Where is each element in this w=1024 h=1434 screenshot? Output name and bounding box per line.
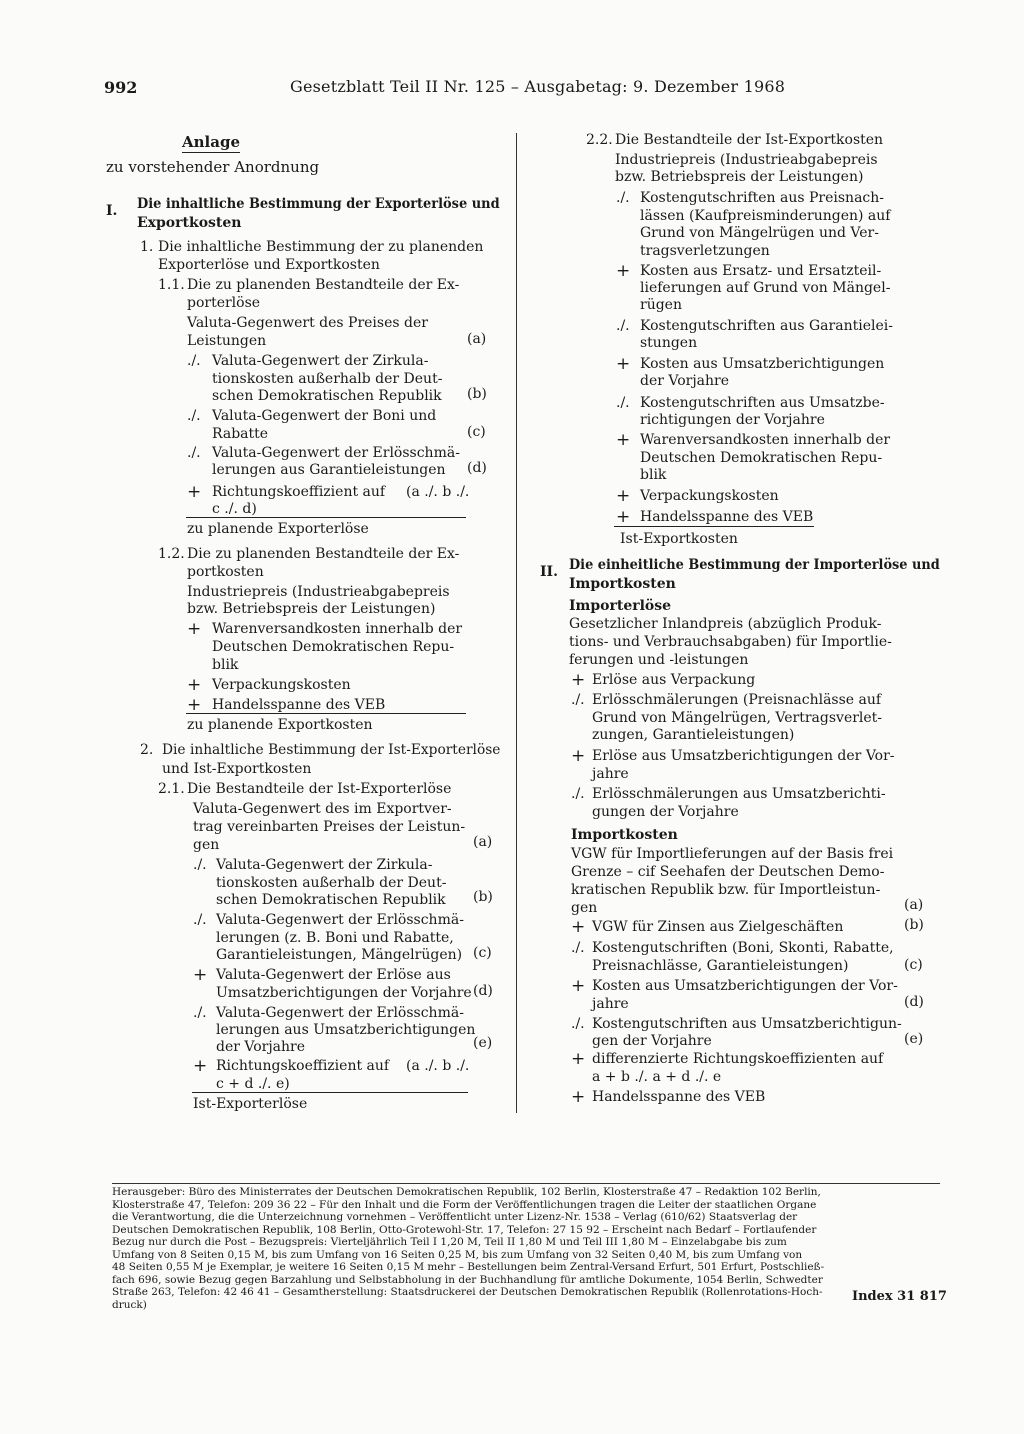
- s12-sum-rule: [186, 713, 466, 714]
- ie-b-line2: Grund von Mängelrügen, Vertragsverlet-: [592, 710, 883, 726]
- anlage-subtitle: zu vorstehender Anordnung: [106, 158, 320, 176]
- page-header-title: Gesetzblatt Teil II Nr. 125 – Ausgabetag: 9. Dezember 1968: [290, 77, 786, 96]
- ik-e-line1: Kostengutschriften aus Umsatzberichtigun-: [592, 1016, 902, 1032]
- footer-rule: [112, 1183, 940, 1184]
- ie-a-line1: Erlöse aus Verpackung: [592, 672, 756, 688]
- s12-c-operator: +: [187, 695, 202, 715]
- s12-c-line1: Handelsspanne des VEB: [212, 697, 386, 713]
- s12-title-cont: portkosten: [187, 564, 264, 580]
- importerloese-heading: Importerlöse: [569, 598, 672, 614]
- s11-d-line1: Valuta-Gegenwert der Erlösschmä-: [212, 445, 460, 461]
- s22-e-operator: ./.: [616, 395, 630, 411]
- s22-d-line1: Kosten aus Umsatzberichtigungen: [640, 356, 885, 372]
- s12-base-cont: bzw. Betriebspreis der Leistungen): [187, 601, 436, 617]
- s21-c-line1: Valuta-Gegenwert der Erlösschmä-: [216, 912, 464, 928]
- s11-total: zu planende Exporterlöse: [187, 521, 369, 537]
- s21-sum-rule: [192, 1092, 468, 1093]
- s11-e-line1: Richtungskoeffizient auf: [212, 484, 386, 500]
- footer-line: Deutschen Demokratischen Republik, 108 Berlin, Otto-Grotewohl-Str. 17, Telefon: 27 15 92 – Erscheint nach Bedarf – Fortlaufender: [112, 1223, 817, 1236]
- index-number: Index 31 817: [852, 1289, 947, 1304]
- ik-f-line1: differenzierte Richtungskoeffizienten auf: [592, 1051, 884, 1067]
- s22-d-line2: der Vorjahre: [640, 373, 730, 389]
- s22-total: Ist-Exportkosten: [620, 531, 738, 547]
- s11-d-operator: ./.: [187, 445, 201, 461]
- s2-title-cont: und Ist-Exportkosten: [162, 761, 312, 777]
- ik-b-operator: +: [571, 917, 586, 937]
- s12-title: Die zu planenden Bestandteile der Ex-: [187, 546, 460, 562]
- ie-a-operator: +: [571, 670, 586, 690]
- s21-f-line1: Richtungskoeffizient auf: [216, 1058, 390, 1074]
- footer-line: Klosterstraße 47, Telefon: 209 36 22 – Für den Inhalt und die Form der Veröffentlichungen tragen die Leiter der staatlichen Organe: [112, 1198, 817, 1211]
- s11-number: 1.1.: [158, 277, 185, 293]
- footer-line: Umfang von 8 Seiten 0,15 M, bis zum Umfang von 16 Seiten 0,25 M, bis zum Umfang von 32 Seiten 0,40 M, bis zum Umfang von: [112, 1248, 803, 1261]
- s22-d-operator: +: [616, 354, 631, 374]
- s12-total: zu planende Exportkosten: [187, 717, 373, 733]
- s11-tag-c: (c): [467, 424, 486, 440]
- ie-base-line2: tions- und Verbrauchsabgaben) für Importlie-: [569, 634, 892, 650]
- s21-title: Die Bestandteile der Ist-Exporterlöse: [187, 781, 452, 797]
- s21-f-operator: +: [193, 1056, 208, 1076]
- s12-number: 1.2.: [158, 546, 185, 562]
- ie-c-line2: jahre: [592, 766, 629, 782]
- s22-sum-rule: [614, 526, 814, 527]
- ik-c-line2: Preisnachlässe, Garantieleistungen): [592, 958, 849, 974]
- s21-tag-c: (c): [473, 945, 492, 961]
- s12-b-line1: Verpackungskosten: [212, 677, 351, 693]
- s22-base-cont: bzw. Betriebspreis der Leistungen): [615, 169, 864, 185]
- ie-b-line3: zungen, Garantieleistungen): [592, 727, 795, 743]
- s22-h-line1: Handelsspanne des VEB: [640, 509, 814, 525]
- ie-d-operator: ./.: [571, 786, 585, 802]
- s12-a-line2: Deutschen Demokratischen Repu-: [212, 639, 455, 655]
- s11-title-cont: porterlöse: [187, 295, 261, 311]
- s21-e-line3: der Vorjahre: [216, 1039, 306, 1055]
- ik-g-line1: Handelsspanne des VEB: [592, 1089, 766, 1105]
- s11-e-line2: c ./. d): [212, 501, 257, 517]
- s11-c-line2: Rabatte: [212, 426, 269, 442]
- ik-tag-b: (b): [904, 917, 924, 933]
- s21-base: Valuta-Gegenwert des im Exportver-: [193, 801, 452, 817]
- s22-b-line1: Kosten aus Ersatz- und Ersatzteil-: [640, 263, 882, 279]
- column-divider: [516, 133, 517, 1113]
- s22-number: 2.2.: [586, 132, 613, 148]
- footer-line: die Verantwortung, die die Unterzeichnung vornehmen – Veröffentlicht unter Lizenz-Nr. 1538 – Verlag (610/62) Staatsverlag der: [112, 1211, 798, 1223]
- s21-b-line2: tionskosten außerhalb der Deut-: [216, 875, 447, 891]
- ie-b-operator: ./.: [571, 692, 585, 708]
- anlage-heading: Anlage: [182, 133, 240, 151]
- s22-a-line1: Kostengutschriften aus Preisnach-: [640, 190, 885, 206]
- s1-number: 1.: [140, 239, 154, 255]
- s11-b-line1: Valuta-Gegenwert der Zirkula-: [212, 353, 429, 369]
- footer-line: Straße 263, Telefon: 42 46 41 – Gesamtherstellung: Staatsdruckerei der Deutschen Demokratischen Republik (Rollenrotations-Hoch-: [112, 1286, 823, 1298]
- s12-a-line1: Warenversandkosten innerhalb der: [212, 621, 463, 637]
- s22-c-line2: stungen: [640, 335, 698, 351]
- ie-b-line1: Erlösschmälerungen (Preisnachlässe auf: [592, 692, 882, 708]
- s21-b-operator: ./.: [193, 857, 207, 873]
- importkosten-heading: Importkosten: [571, 827, 678, 843]
- s21-base-cont: trag vereinbarten Preises der Leistun-: [193, 819, 466, 835]
- s22-g-operator: +: [616, 486, 631, 506]
- section-II-number: II.: [540, 564, 558, 580]
- s22-f-line3: blik: [640, 467, 667, 483]
- s21-e-line1: Valuta-Gegenwert der Erlösschmä-: [216, 1005, 464, 1021]
- s22-e-line2: richtigungen der Vorjahre: [640, 412, 825, 428]
- section-I-number: I.: [106, 203, 118, 219]
- ie-c-operator: +: [571, 746, 586, 766]
- s11-base: Valuta-Gegenwert des Preises der: [187, 315, 428, 331]
- s22-title: Die Bestandteile der Ist-Exportkosten: [615, 132, 884, 148]
- s21-c-line2: lerungen (z. B. Boni und Rabatte,: [216, 930, 454, 946]
- s22-a-line3: Grund von Mängelrügen und Ver-: [640, 225, 879, 241]
- s2-number: 2.: [140, 742, 154, 758]
- footer-line: Bezug nur durch die Post – Bezugspreis: Vierteljährlich Teil I 1,20 M, Teil II 1,80 M und Teil III 1,80 M – Einzelabgabe bis zum: [112, 1236, 787, 1248]
- s2-title: Die inhaltliche Bestimmung der Ist-Exporterlöse: [162, 742, 501, 758]
- ik-c-line1: Kostengutschriften (Boni, Skonti, Rabatte,: [592, 940, 894, 956]
- s11-c-operator: ./.: [187, 408, 201, 424]
- s11-c-line1: Valuta-Gegenwert der Boni und: [212, 408, 437, 424]
- ik-base-line2: Grenze – cif Seehafen der Deutschen Demo-: [571, 864, 885, 880]
- s21-d-operator: +: [193, 965, 208, 985]
- s1-title-cont: Exporterlöse und Exportkosten: [158, 257, 380, 273]
- ik-e-operator: ./.: [571, 1016, 585, 1032]
- s21-base-cont2: gen: [193, 837, 220, 853]
- s22-f-line2: Deutschen Demokratischen Repu-: [640, 450, 883, 466]
- ik-tag-e: (e): [904, 1031, 924, 1047]
- s11-sum-rule: [186, 517, 466, 518]
- s11-e-formula: (a ./. b ./.: [406, 484, 470, 500]
- s11-d-line2: lerungen aus Garantieleistungen: [212, 462, 446, 478]
- s21-b-line3: schen Demokratischen Republik: [216, 892, 446, 908]
- s21-tag-d: (d): [473, 983, 493, 999]
- footer-line: 48 Seiten 0,55 M je Exemplar, je weitere 16 Seiten 0,15 M mehr – Bestellungen beim Zentral-Versand Erfurt, 501 Erfurt, Postschließ-: [112, 1261, 825, 1273]
- s21-total: Ist-Exporterlöse: [193, 1096, 308, 1112]
- s21-tag-b: (b): [473, 889, 493, 905]
- s11-tag-d: (d): [467, 460, 487, 476]
- footer-line: Herausgeber: Büro des Ministerrates der Deutschen Demokratischen Republik, 102 Berlin, Klosterstraße 47 – Redaktion 102 Berlin,: [112, 1186, 821, 1198]
- footer-line: fach 696, sowie Bezug gegen Barzahlung und Selbstabholung in der Buchhandlung für amtliche Dokumente, 1054 Berlin, Schwedter: [112, 1273, 823, 1286]
- ik-base-line3: kratischen Republik bzw. für Importleistun-: [571, 882, 881, 898]
- section-II-title: Die einheitliche Bestimmung der Importerlöse und: [569, 557, 940, 573]
- s22-f-line1: Warenversandkosten innerhalb der: [640, 432, 891, 448]
- ik-base-line4: gen: [571, 900, 598, 916]
- s22-base: Industriepreis (Industrieabgabepreis: [615, 152, 878, 168]
- s22-e-line1: Kostengutschriften aus Umsatzbe-: [640, 395, 885, 411]
- s11-title: Die zu planenden Bestandteile der Ex-: [187, 277, 460, 293]
- page-number: 992: [104, 78, 138, 97]
- s22-c-operator: ./.: [616, 318, 630, 334]
- s22-b-line2: lieferungen auf Grund von Mängel-: [640, 280, 891, 296]
- s11-e-operator: +: [187, 482, 202, 502]
- s21-d-line2: Umsatzberichtigungen der Vorjahre: [216, 985, 472, 1001]
- s22-a-line4: tragsverletzungen: [640, 243, 770, 259]
- s22-b-operator: +: [616, 261, 631, 281]
- ie-d-line1: Erlösschmälerungen aus Umsatzberichti-: [592, 786, 886, 802]
- ie-base-line1: Gesetzlicher Inlandpreis (abzüglich Produk-: [569, 616, 882, 632]
- s12-b-operator: +: [187, 675, 202, 695]
- s21-f-formula: (a ./. b ./.: [406, 1058, 470, 1074]
- ie-d-line2: gungen der Vorjahre: [592, 804, 739, 820]
- s21-c-line3: Garantieleistungen, Mängelrügen): [216, 947, 463, 963]
- s22-f-operator: +: [616, 430, 631, 450]
- ik-base-line1: VGW für Importlieferungen auf der Basis frei: [571, 846, 894, 862]
- s12-base: Industriepreis (Industrieabgabepreis: [187, 584, 450, 600]
- s21-c-operator: ./.: [193, 912, 207, 928]
- ik-d-operator: +: [571, 976, 586, 996]
- ik-c-operator: ./.: [571, 940, 585, 956]
- ik-f-operator: +: [571, 1049, 586, 1069]
- ie-base-line3: ferungen und -leistungen: [569, 652, 749, 668]
- s1-title: Die inhaltliche Bestimmung der zu planenden: [158, 239, 484, 255]
- s22-h-operator: +: [616, 507, 631, 527]
- ik-b-line1: VGW für Zinsen aus Zielgeschäften: [592, 919, 844, 935]
- footer-imprint: [112, 1186, 940, 1311]
- s21-d-line1: Valuta-Gegenwert der Erlöse aus: [216, 967, 451, 983]
- s11-tag-b: (b): [467, 386, 487, 402]
- ik-e-line2: gen der Vorjahre: [592, 1033, 712, 1049]
- s11-tag-a: (a): [467, 331, 487, 347]
- s22-c-line1: Kostengutschriften aus Garantielei-: [640, 318, 893, 334]
- s21-tag-a: (a): [473, 834, 493, 850]
- footer-line: druck): [112, 1298, 147, 1311]
- ik-tag-c: (c): [904, 957, 923, 973]
- ik-d-line2: jahre: [592, 996, 629, 1012]
- s22-g-line1: Verpackungskosten: [640, 488, 779, 504]
- ik-f-line2: a + b ./. a + d ./. e: [592, 1069, 722, 1085]
- ik-tag-d: (d): [904, 994, 924, 1010]
- ik-g-operator: +: [571, 1087, 586, 1107]
- s22-a-line2: lässen (Kaufpreisminderungen) auf: [640, 208, 891, 224]
- s21-tag-e: (e): [473, 1035, 493, 1051]
- s11-b-operator: ./.: [187, 353, 201, 369]
- s12-a-line3: blik: [212, 657, 239, 673]
- section-I-title-cont: Exportkosten: [137, 215, 242, 231]
- s21-b-line1: Valuta-Gegenwert der Zirkula-: [216, 857, 433, 873]
- s21-f-line2: c + d ./. e): [216, 1076, 290, 1092]
- section-II-title-cont: Importkosten: [569, 576, 676, 592]
- s12-a-operator: +: [187, 619, 202, 639]
- s11-b-line3: schen Demokratischen Republik: [212, 388, 442, 404]
- s21-e-line2: lerungen aus Umsatzberichtigungen: [216, 1022, 476, 1038]
- s21-e-operator: ./.: [193, 1005, 207, 1021]
- ik-tag-a: (a): [904, 897, 924, 913]
- ik-d-line1: Kosten aus Umsatzberichtigungen der Vor-: [592, 978, 898, 994]
- s22-a-operator: ./.: [616, 190, 630, 206]
- section-I-title: Die inhaltliche Bestimmung der Exporterlöse und: [137, 196, 500, 212]
- s11-b-line2: tionskosten außerhalb der Deut-: [212, 371, 443, 387]
- s11-base-cont: Leistungen: [187, 333, 267, 349]
- s22-b-line3: rügen: [640, 297, 682, 313]
- s21-number: 2.1.: [158, 781, 185, 797]
- ie-c-line1: Erlöse aus Umsatzberichtigungen der Vor-: [592, 748, 895, 764]
